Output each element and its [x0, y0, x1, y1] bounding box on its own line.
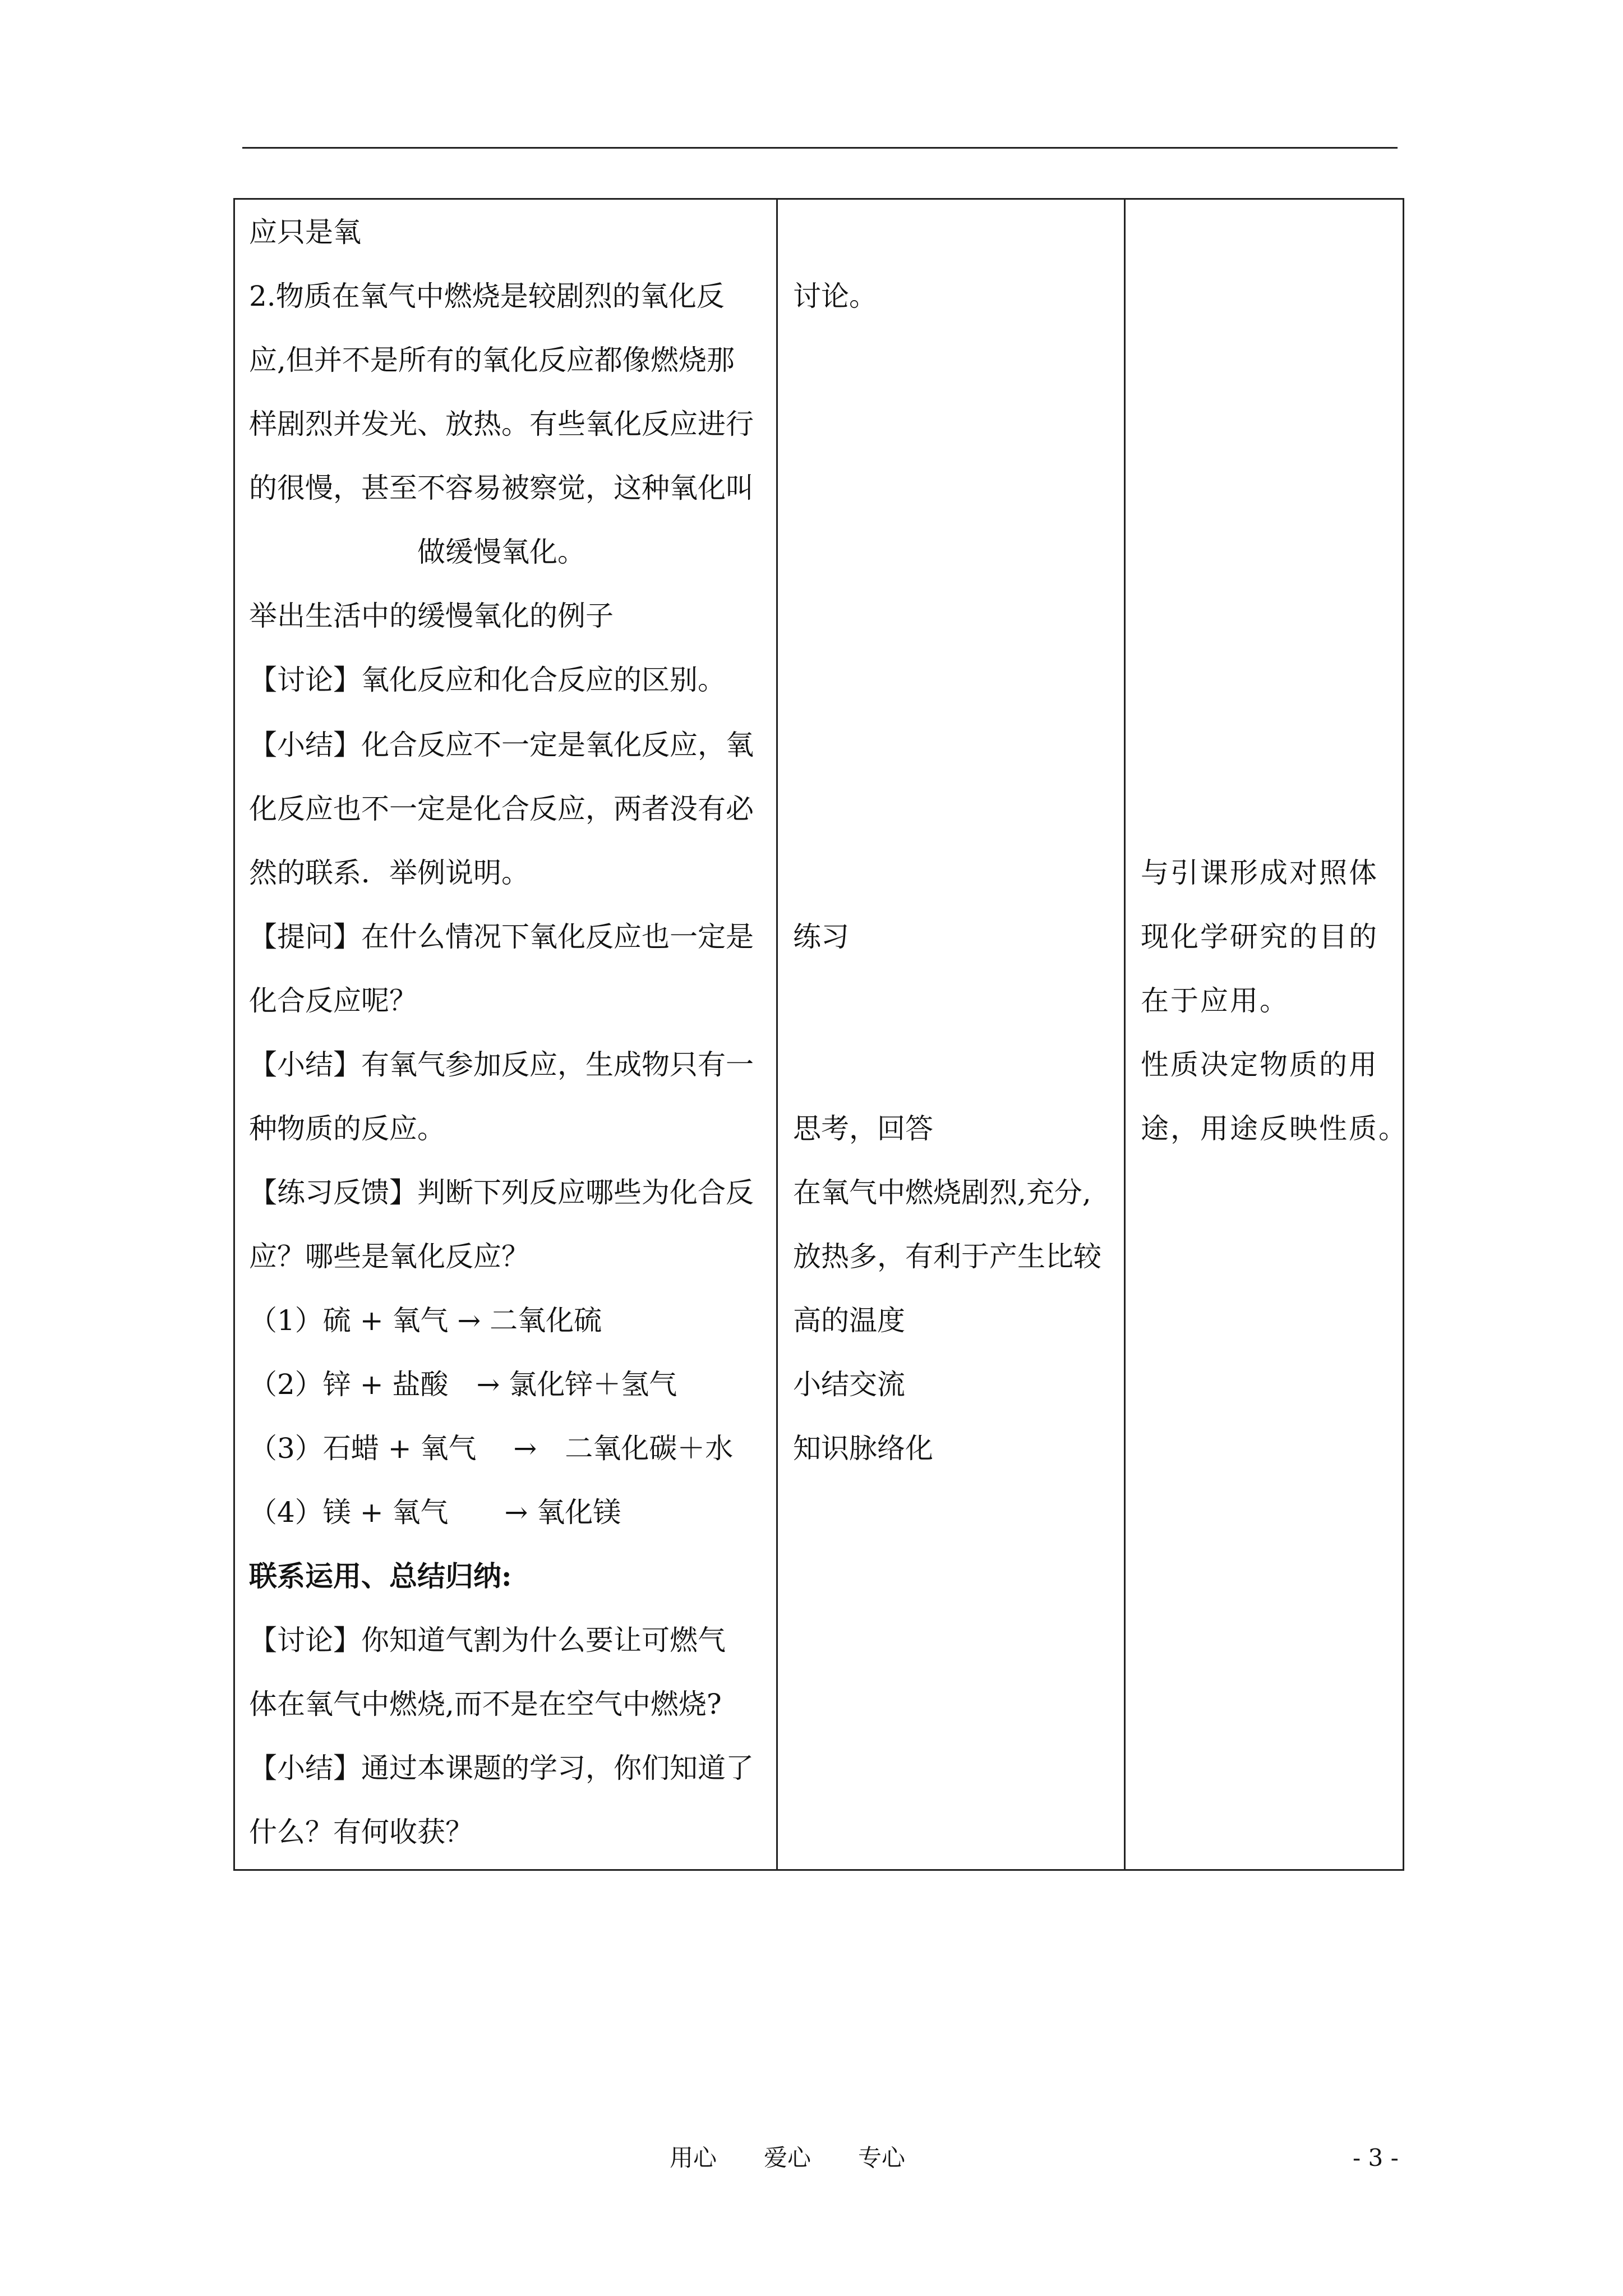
col3-line: 在于应用。 [1141, 984, 1289, 1017]
col2-line: 高的温度 [793, 1304, 905, 1337]
col1-line: 【提问】在什么情况下氧化反应也一定是 [249, 921, 754, 953]
lesson-table [233, 198, 1404, 1871]
col1-line: 什么？有何收获？ [249, 1816, 473, 1848]
col1-line: 然的联系．举例说明。 [249, 857, 529, 889]
col1-line: 的很慢，甚至不容易被察觉，这种氧化叫 [249, 472, 754, 504]
col2-line: 知识脉络化 [793, 1432, 933, 1465]
col1-line: 化反应也不一定是化合反应，两者没有必 [249, 793, 754, 825]
col1-line: （2）锌 + 盐酸 → 氯化锌＋氢气 [249, 1368, 677, 1401]
col3-line: 性质决定物质的用 [1141, 1048, 1378, 1081]
col1-line: 【讨论】氧化反应和化合反应的区别。 [249, 664, 726, 696]
table-divider-2 [1124, 198, 1126, 1871]
section-heading: 联系运用、总结归纳: [249, 1559, 512, 1593]
col1-line: 应只是氧 [249, 216, 361, 249]
col2-line: 讨论。 [793, 280, 877, 312]
col1-line: 做缓慢氧化。 [417, 536, 585, 568]
col1-line: 化合反应呢？ [249, 984, 417, 1017]
col1-line: 【讨论】你知道气割为什么要让可燃气 [249, 1624, 726, 1657]
col1-line: （1）硫 + 氧气 → 二氧化硫 [249, 1304, 602, 1337]
col3-line: 与引课形成对照体 [1141, 857, 1378, 889]
col1-line: 应,但并不是所有的氧化反应都像燃烧那 [249, 344, 735, 376]
col2-line: 思考，回答 [793, 1112, 933, 1145]
col1-line: 样剧烈并发光、放热。有些氧化反应进行 [249, 408, 754, 440]
col1-line: 【小结】通过本课题的学习，你们知道了 [249, 1752, 754, 1784]
col1-line: （3）石蜡 + 氧气 → 二氧化碳＋水 [249, 1432, 734, 1465]
col2-line: 放热多，有利于产生比较 [793, 1240, 1101, 1273]
col2-line: 小结交流 [793, 1368, 905, 1401]
page-number: - 3 - [1353, 2144, 1399, 2171]
table-divider-1 [776, 198, 778, 1871]
footer-motto: 用心 爱心 专心 [670, 2144, 906, 2171]
col2-line: 练习 [793, 921, 849, 953]
col1-line: 【小结】有氧气参加反应，生成物只有一 [249, 1048, 754, 1081]
col1-line: （4）镁 + 氧气 → 氧化镁 [249, 1496, 621, 1529]
col1-line: 种物质的反应。 [249, 1112, 445, 1145]
col2-line: 在氧气中燃烧剧烈,充分, [793, 1176, 1091, 1209]
col1-line: 应？哪些是氧化反应？ [249, 1240, 529, 1273]
col1-line: 举出生活中的缓慢氧化的例子 [249, 600, 614, 632]
col3-line: 途，用途反映性质。 [1141, 1112, 1408, 1145]
col1-line: 【练习反馈】判断下列反应哪些为化合反 [249, 1176, 754, 1209]
header-rule [242, 147, 1398, 149]
col1-line: 2.物质在氧气中燃烧是较剧烈的氧化反 [249, 280, 725, 312]
col3-line: 现化学研究的目的 [1141, 921, 1378, 953]
col1-line: 【小结】化合反应不一定是氧化反应，氧 [249, 729, 754, 761]
col1-line: 体在氧气中燃烧,而不是在空气中燃烧? [249, 1688, 722, 1720]
